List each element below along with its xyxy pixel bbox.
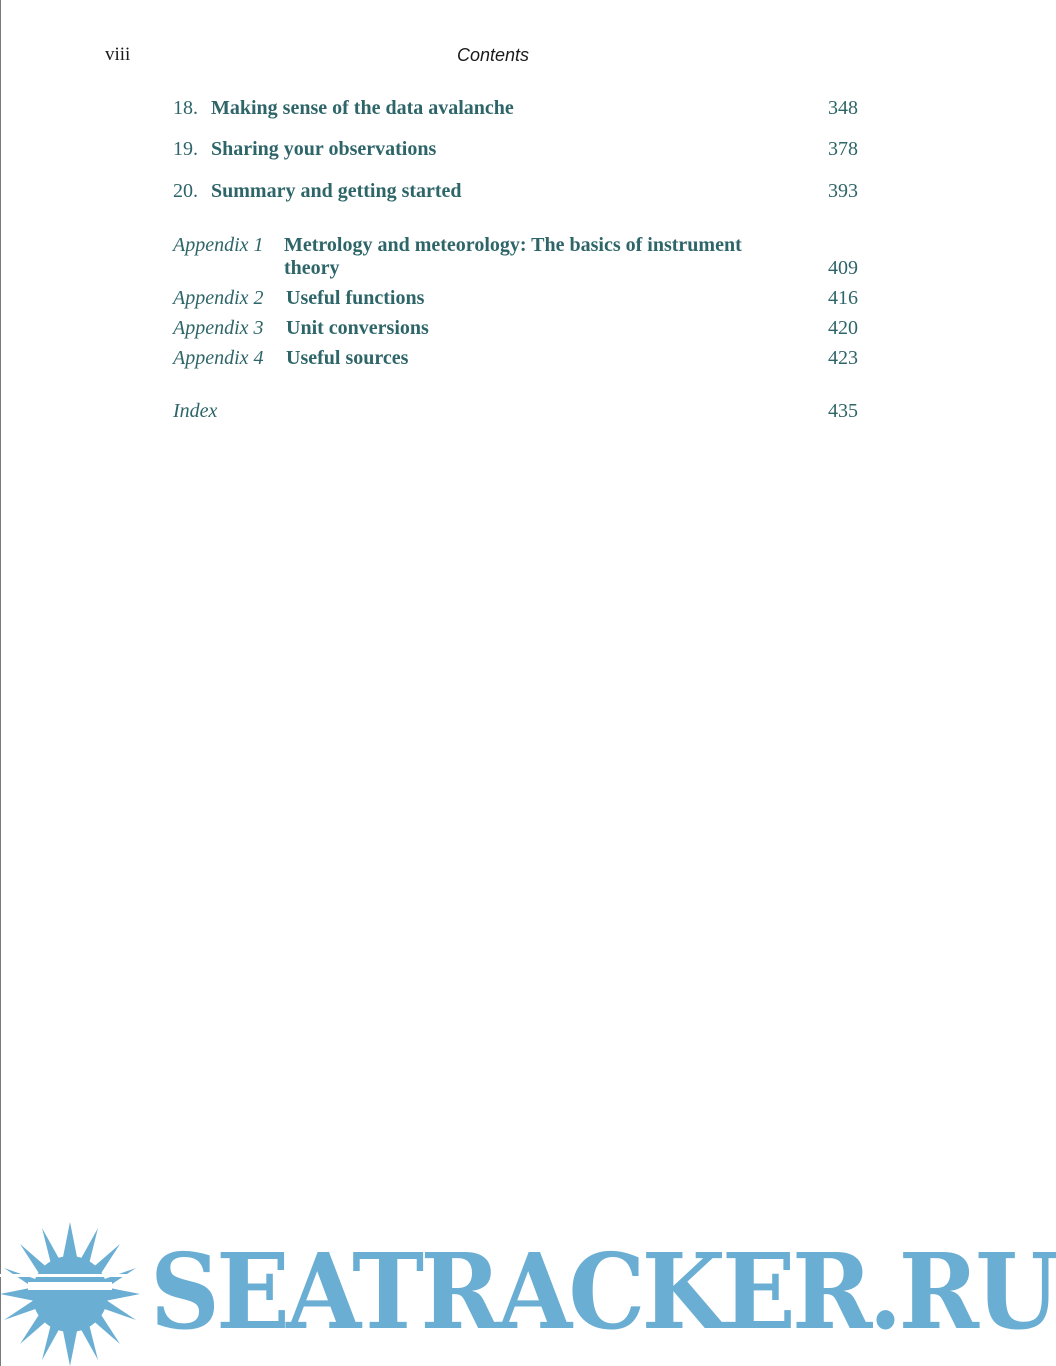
appendix-page: 416 [828,287,858,309]
chapter-page: 348 [828,97,858,119]
appendix-page: 423 [828,347,858,369]
appendix-label: Appendix 3 [173,317,264,339]
appendix-title[interactable]: Useful functions [286,287,425,309]
appendix-page: 420 [828,317,858,339]
appendix-title[interactable]: Useful sources [286,347,409,369]
appendix-label: Appendix 4 [173,347,264,369]
chapter-page: 393 [828,180,858,202]
running-title: Contents [457,45,530,65]
chapter-title[interactable]: Sharing your observations [211,138,437,160]
chapter-number: 18. [173,97,198,119]
appendix-page: 409 [828,257,858,279]
chapter-title[interactable]: Making sense of the data avalanche [211,97,514,119]
chapter-title[interactable]: Summary and getting started [211,180,462,202]
appendix-title[interactable]: Unit conversions [286,317,429,339]
index-page: 435 [828,400,858,422]
page-edge-rule [0,0,1,1366]
appendix-label: Appendix 2 [173,287,264,309]
chapter-page: 378 [828,138,858,160]
watermark-text: SEATRACKER.RU [150,1230,1056,1353]
chapter-number: 19. [173,138,198,160]
appendix-title[interactable]: Metrology and meteorology: The basics of instrument theory [284,234,742,279]
index-label[interactable]: Index [173,400,218,422]
page-number: viii [105,44,131,65]
chapter-number: 20. [173,180,198,202]
running-head [0,44,962,68]
appendix-label: Appendix 1 [173,234,264,256]
